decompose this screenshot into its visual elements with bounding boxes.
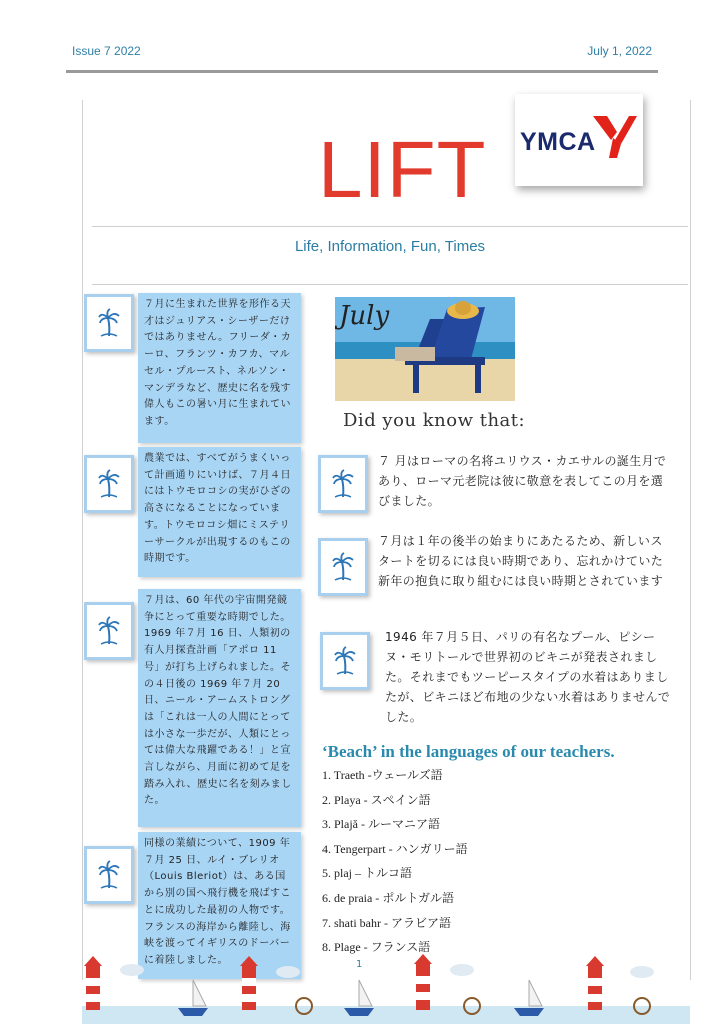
palm-tree-icon bbox=[84, 455, 134, 513]
palm-tree-icon bbox=[84, 846, 134, 904]
issue-date: July 1, 2022 bbox=[587, 44, 652, 58]
lighthouse-icon bbox=[414, 954, 432, 1010]
fact-text-1: ７ 月はローマの名将ユリウス・カエサルの誕生月であり、ローマ元老院は彼に敬意を表してこの月を選びました。 bbox=[378, 454, 667, 508]
beach-word: 2. Playa - bbox=[322, 792, 371, 807]
newsletter-title: LIFT bbox=[318, 125, 487, 214]
list-item bbox=[322, 815, 468, 840]
list-item bbox=[322, 766, 468, 791]
palm-tree-icon bbox=[318, 538, 368, 596]
sailboat-icon bbox=[344, 980, 374, 1016]
tagline: Life, Information, Fun, Times bbox=[294, 238, 486, 255]
beach-word: 3. Plajă - bbox=[322, 817, 368, 832]
language-name: ポルトガル語 bbox=[382, 890, 454, 905]
language-name: トルコ語 bbox=[364, 866, 413, 881]
lighthouse-icon bbox=[586, 956, 604, 1010]
did-you-know-heading: Did you know that: bbox=[343, 410, 526, 431]
beach-word: 8. Plage - bbox=[322, 940, 371, 955]
list-item bbox=[322, 840, 468, 865]
july-script-caption: July bbox=[339, 301, 390, 331]
palm-tree-icon bbox=[318, 455, 368, 513]
left-fact-text-4: 同様の業績について、1909 年７月 25 日、ルイ・ブレリオ（Louis Bleriot）は、ある国から別の国へ飛行機を飛ばすことに成功した最初の人物です。フランスの海岸から離陸し、海峡を渡ってイギリスのドーバーに着陸しました。 bbox=[144, 838, 291, 966]
palm-tree-icon bbox=[320, 632, 370, 690]
ymca-logo-text: YMCA bbox=[520, 128, 596, 156]
palm-tree-icon bbox=[84, 602, 134, 660]
july-beach-photo bbox=[335, 297, 515, 401]
language-name: ウェールズ語 bbox=[371, 768, 443, 782]
lighthouse-icon bbox=[84, 956, 102, 1010]
beach-word: 7. shati bahr - bbox=[322, 915, 391, 930]
beach-word: 1. Traeth - bbox=[322, 768, 372, 782]
left-fact-box-2 bbox=[138, 447, 301, 577]
language-name: アラビア語 bbox=[390, 915, 451, 930]
beach-word: 5. plaj – bbox=[322, 866, 364, 881]
nautical-footer-illustration bbox=[82, 950, 690, 1024]
page-frame-right bbox=[690, 100, 691, 980]
sailboat-icon bbox=[178, 980, 208, 1016]
language-name: フランス語 bbox=[370, 940, 431, 955]
language-name: ハンガリー語 bbox=[395, 841, 468, 856]
page-frame-left bbox=[82, 100, 83, 980]
masthead-divider-top bbox=[92, 226, 688, 227]
beach-languages-heading: ‘Beach’ in the languages of our teachers. bbox=[322, 742, 615, 761]
lighthouse-icon bbox=[240, 956, 258, 1010]
page-number: 1 bbox=[356, 959, 363, 970]
palm-tree-icon bbox=[84, 294, 134, 352]
header-divider bbox=[66, 70, 658, 73]
cloud-icon bbox=[120, 964, 654, 978]
fact-text-3: 1946 年７月５日、パリの有名なプール、ピシーヌ・モリトールで世界初のビキニが発表されました。それまでもツーピースタイプの水着はありましたが、ビキニほど布地の少ない水着はありませんでした。 bbox=[385, 630, 671, 724]
ymca-logo bbox=[515, 94, 643, 186]
beach-languages-list bbox=[322, 766, 468, 963]
list-item bbox=[322, 791, 468, 816]
language-name: ルーマニア語 bbox=[368, 817, 441, 832]
list-item bbox=[322, 914, 468, 939]
left-fact-text-1: ７月に生まれた世界を形作る天才はジュリアス・シーザーだけではありません。フリーダ・カーロ、フランツ・カフカ、マルセル・プルースト、ネルソン・マンデラなど、歴史に名を残す偉人もこの暑い月に生まれています。 bbox=[144, 299, 292, 427]
left-fact-text-3: ７月は、60 年代の宇宙開発競争にとって重要な時期でした。1969 年７月 16 日、人類初の有人月探査計画「アポロ 11 号」が打ち上げられました。その４日後の 1969 年７月 20 日、ニール・アームストロングは「これは一人の人間にとっては小さな一歩だが、人類にとっては偉大な飛躍である！」と宣言しながら、月面に初めて足を踏み入れ、歴史に名を刻みました。 bbox=[144, 595, 292, 807]
fact-text-2: ７月は１年の後半の始まりにあたるため、新しいスタートを切るには良い時期であり、忘れかけていた新年の抱負に取り組むには良い時期とされています bbox=[378, 534, 664, 588]
beach-word: 4. Tengerpart - bbox=[322, 841, 396, 856]
issue-label: Issue 7 2022 bbox=[72, 44, 141, 58]
ymca-y-mark-icon bbox=[591, 114, 639, 160]
list-item bbox=[322, 889, 468, 914]
masthead-divider-bottom bbox=[92, 284, 688, 285]
left-fact-box-3 bbox=[138, 589, 301, 827]
language-name: スペイン語 bbox=[370, 792, 431, 807]
left-fact-box-1 bbox=[138, 293, 301, 443]
list-item bbox=[322, 864, 468, 889]
sailboat-icon bbox=[514, 980, 544, 1016]
beach-word: 6. de praia - bbox=[322, 890, 383, 905]
left-fact-text-2: 農業では、すべてがうまくいって計画通りにいけば、７月４日にはトウモロコシの実がひざの高さになることになっています。トウモロコシ畑にミステリーサークルが出現するのもこの時期です。 bbox=[144, 453, 291, 565]
